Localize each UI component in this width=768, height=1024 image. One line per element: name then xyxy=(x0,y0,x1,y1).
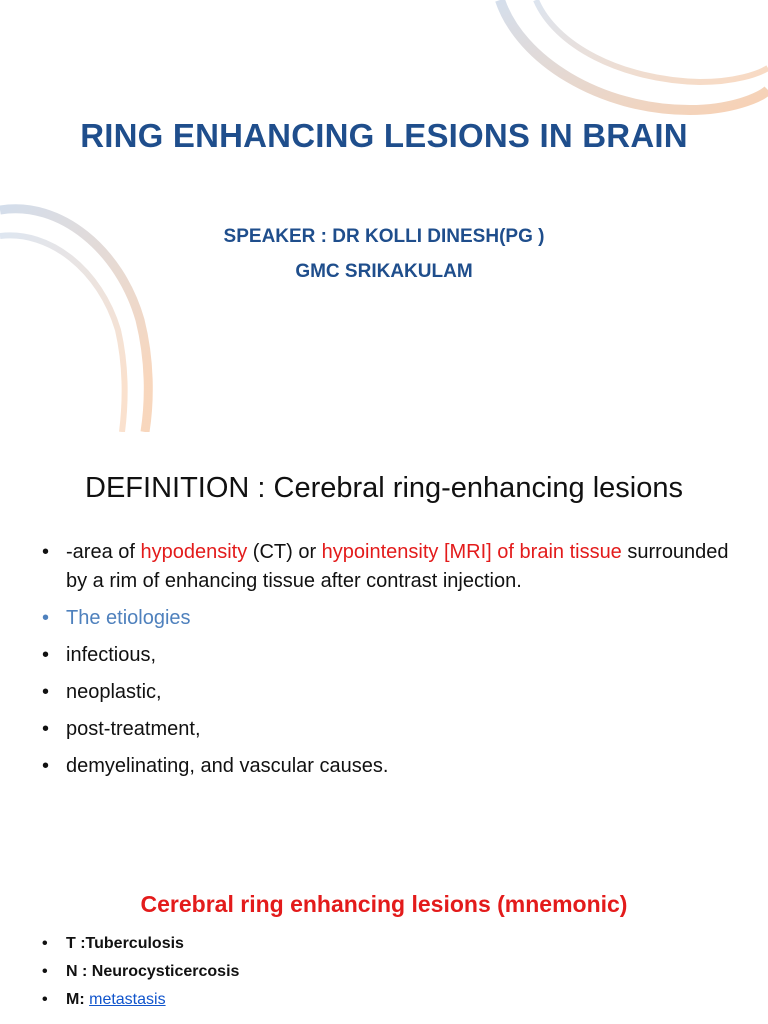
mnemonic-item-n: • N : Neurocysticercosis xyxy=(40,962,239,982)
etiology-item: • post-treatment, xyxy=(40,715,730,744)
slide-title: RING ENHANCING LESIONS IN BRAIN xyxy=(80,117,688,154)
mnemonic-title: Cerebral ring enhancing lesions (mnemonic) xyxy=(140,891,628,917)
decorative-arcs xyxy=(0,0,768,432)
mnemonic-item-m xyxy=(40,990,239,1010)
definition-list xyxy=(40,538,730,789)
definition-text-1: -area of xyxy=(66,541,141,563)
mnemonic-m-label: M: xyxy=(66,991,90,1008)
mnemonic-list xyxy=(40,934,239,1018)
definition-text-2: (CT) or xyxy=(247,541,322,563)
college-line: GMC SRIKAKULAM xyxy=(295,261,473,282)
etiology-item: • infectious, xyxy=(40,641,730,670)
mnemonic-item-t: • T :Tuberculosis xyxy=(40,934,239,954)
hypodensity-term: hypodensity xyxy=(140,541,248,563)
speaker-line: SPEAKER : DR KOLLI DINESH(PG ) xyxy=(223,226,545,247)
hypointensity-term: hypointensity [MRI] of brain tissue xyxy=(321,541,622,563)
metastasis-link[interactable]: metastasis xyxy=(89,991,166,1008)
definition-item xyxy=(40,538,730,596)
definition-heading: DEFINITION : Cerebral ring-enhancing lesions xyxy=(85,472,683,504)
etiologies-label: • The etiologies xyxy=(40,604,730,633)
title-slide xyxy=(0,0,768,432)
etiology-item: • neoplastic, xyxy=(40,678,730,707)
definition-text-3: surrounded by a rim of enhancing tissue after contrast injection. xyxy=(66,541,729,592)
etiology-item: • demyelinating, and vascular causes. xyxy=(40,752,730,781)
